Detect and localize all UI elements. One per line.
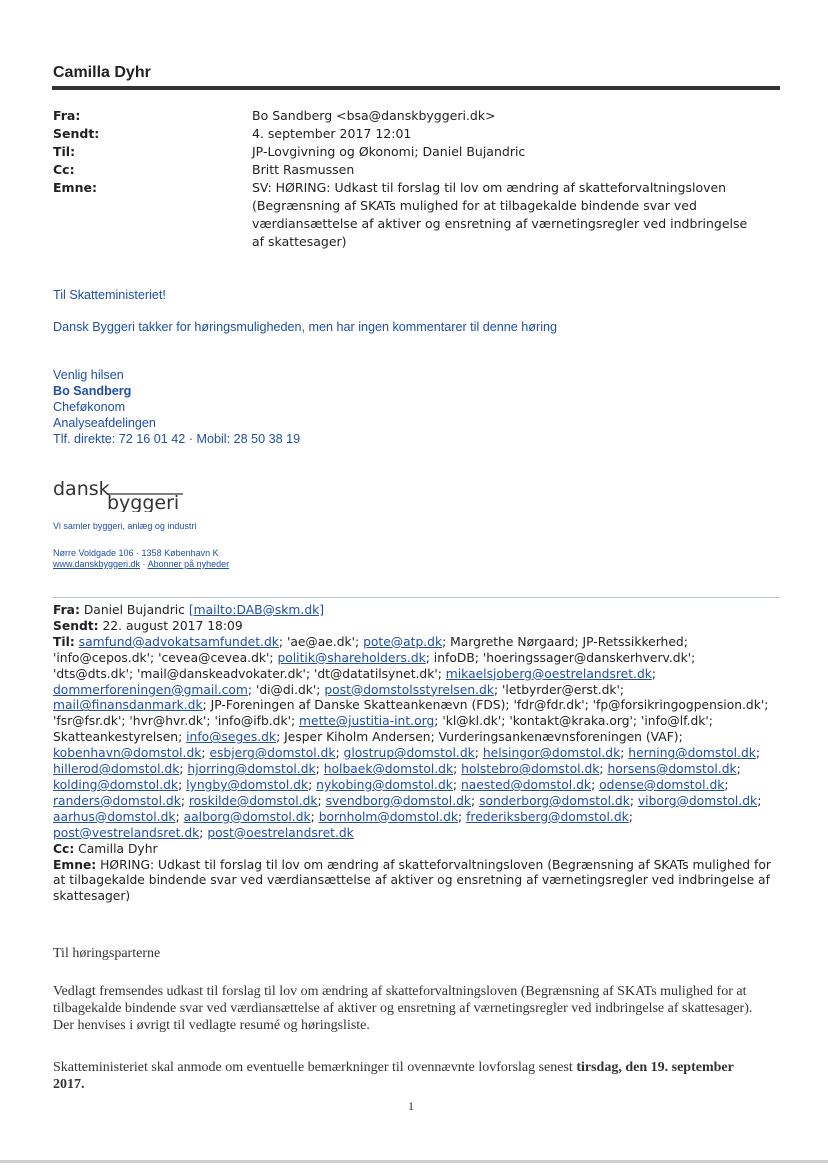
- signature-title: Cheføkonom: [53, 400, 126, 414]
- company-address: Nørre Voldgade 106 · 1358 København K: [53, 548, 219, 558]
- recipient-email-link[interactable]: post@vestrelandsret.dk: [53, 825, 200, 840]
- recipient-email-link[interactable]: randers@domstol.dk: [53, 793, 181, 808]
- recipient-email-link[interactable]: hjorring@domstol.dk: [187, 762, 316, 777]
- recipient-email-link[interactable]: frederiksberg@domstol.dk: [466, 809, 629, 824]
- letter-deadline-text: Skatteministeriet skal anmode om eventuelle bemærkninger til ovennævnte lovforslag senest: [53, 1060, 577, 1075]
- header-sent-value: 4. september 2017 12:01: [252, 126, 412, 141]
- recipient-text: ;: [310, 809, 319, 824]
- quoted-from-label: Fra:: [53, 603, 80, 617]
- header-to-label: Til:: [53, 144, 76, 159]
- signature-block: [53, 367, 300, 447]
- email-header: [53, 107, 773, 251]
- dansk-byggeri-logo: [53, 478, 193, 517]
- header-from-label: Fra:: [53, 108, 81, 123]
- recipient-email-link[interactable]: svendborg@domstol.dk: [325, 793, 472, 808]
- recipient-email-link[interactable]: glostrup@domstol.dk: [343, 746, 475, 761]
- recipient-email-link[interactable]: horsens@domstol.dk: [607, 762, 737, 777]
- header-from-value: Bo Sandberg <bsa@danskbyggeri.dk>: [252, 108, 496, 123]
- logo-word-bottom: byggeri: [107, 492, 180, 512]
- recipient-text: ;: [453, 762, 462, 777]
- recipient-text: ; 'ae@ae.dk';: [278, 634, 364, 649]
- reply-greeting: Til Skatteministeriet!: [53, 288, 166, 302]
- recipient-text: ;: [178, 777, 187, 792]
- header-from-row: [53, 107, 773, 125]
- signature-department: Analyseafdelingen: [53, 416, 156, 430]
- page-number: 1: [408, 1099, 414, 1113]
- recipient-text: ;: [452, 777, 461, 792]
- recipient-text: ; infoDB; 'hoeringssager@danskerhverv.dk'; 'dts@dts.dk'; 'mail@danskeadvokater.dk'; 'dt@datatilsynet.dk';: [53, 650, 696, 681]
- recipient-email-link[interactable]: helsingor@domstol.dk: [482, 746, 621, 761]
- recipient-email-link[interactable]: dommerforeningen@gmail.com: [53, 682, 248, 697]
- subscribe-link[interactable]: Abonner på nyheder: [147, 559, 230, 569]
- quoted-sent-label: Sendt:: [53, 618, 99, 633]
- recipient-text: ;: [591, 777, 600, 792]
- header-subject-label: Emne:: [53, 180, 97, 195]
- header-subject-row: [53, 179, 773, 251]
- mailbox-owner-name: Camilla Dyhr: [53, 64, 151, 81]
- quoted-message-divider: [52, 597, 780, 598]
- quoted-sent-value: 22. august 2017 18:09: [102, 618, 243, 633]
- header-divider: [52, 86, 780, 90]
- header-cc-row: [53, 161, 773, 179]
- quoted-from-mailto-link[interactable]: [mailto:DAB@skm.dk]: [188, 603, 325, 617]
- signature-phone: Tlf. direkte: 72 16 01 42 · Mobil: 28 50 38 19: [53, 432, 301, 446]
- recipient-email-link[interactable]: viborg@domstol.dk: [637, 793, 758, 808]
- recipient-text: ;: [629, 793, 638, 808]
- recipient-text: ; JP-Foreningen af Danske Skatteankenævn (FDS); 'fdr@fdr.dk'; 'fp@forsikringogpension.dk'; 'fsr@fsr.dk'; 'hvr@hvr.dk'; 'info@ifb.dk';: [53, 698, 769, 729]
- recipient-email-link[interactable]: info@seges.dk: [186, 730, 277, 745]
- recipient-text: ; 'di@di.dk';: [247, 682, 325, 697]
- header-cc-label: Cc:: [53, 162, 75, 177]
- header-to-value: JP-Lovgivning og Økonomi; Daniel Bujandric: [252, 144, 526, 159]
- signature-closing: Venlig hilsen: [53, 368, 124, 382]
- quoted-subject-line: [53, 858, 777, 906]
- company-address-block: [53, 548, 229, 570]
- header-sent-label: Sendt:: [53, 126, 100, 141]
- header-subject-value: SV: HØRING: Udkast til forslag til lov om ændring af skatteforvaltningsloven (Begrænsning af SKATs mulighed for at tilbagekalde bindende svar ved værdiansættelse af aktiver og ensretning af værnetingsregler ved indbringelse af skattesager): [252, 180, 748, 249]
- quoted-cc-value: Camilla Dyhr: [78, 841, 158, 856]
- recipient-text: ; Jesper Kiholm Andersen; Vurderingsankenævnsforeningen (VAF);: [276, 730, 683, 745]
- header-sent-row: [53, 125, 773, 143]
- recipient-email-link[interactable]: mikaelsjoberg@oestrelandsret.dk: [445, 666, 652, 681]
- recipient-text: ;: [315, 762, 324, 777]
- recipient-text: ;: [175, 809, 184, 824]
- recipient-email-link[interactable]: naested@domstol.dk: [460, 777, 592, 792]
- recipient-text: ;: [317, 793, 326, 808]
- recipient-email-link[interactable]: politik@shareholders.dk: [277, 650, 426, 665]
- recipient-email-link[interactable]: aalborg@domstol.dk: [183, 809, 311, 824]
- quoted-subject-label: Emne:: [53, 857, 97, 872]
- recipient-text: ;: [755, 746, 761, 761]
- recipient-text: ;: [199, 825, 208, 840]
- recipient-email-link[interactable]: kobenhavn@domstol.dk: [53, 746, 202, 761]
- recipient-text: ;: [180, 793, 189, 808]
- reply-body: Dansk Byggeri takker for høringsmuligheden, men har ingen kommentarer til denne høring: [53, 320, 557, 334]
- recipient-email-link[interactable]: herning@domstol.dk: [628, 746, 756, 761]
- quoted-sent-line: [53, 619, 777, 635]
- scan-bottom-edge: [0, 1160, 828, 1163]
- quoted-cc-line: [53, 842, 777, 858]
- recipient-email-link[interactable]: mail@finansdanmark.dk: [53, 698, 203, 713]
- recipient-text: ;: [474, 746, 483, 761]
- recipient-text: ;: [620, 746, 629, 761]
- letter-deadline-date: tirsdag, den 19. september 2017.: [53, 1060, 734, 1092]
- recipient-text: ;: [599, 762, 608, 777]
- header-cc-value: Britt Rasmussen: [252, 162, 355, 177]
- recipient-email-link[interactable]: sonderborg@domstol.dk: [479, 793, 630, 808]
- company-tagline: Vi samler byggeri, anlæg og industri: [53, 521, 197, 531]
- recipient-email-link[interactable]: lyngby@domstol.dk: [186, 777, 309, 792]
- signature-name: Bo Sandberg: [53, 384, 132, 398]
- recipient-text: ;: [736, 762, 741, 777]
- quoted-to-label: Til:: [53, 634, 75, 649]
- recipient-text: ;: [628, 809, 633, 824]
- recipient-text: ;: [651, 666, 657, 681]
- logo-word-top: dansk: [53, 478, 110, 500]
- recipient-email-link[interactable]: holstebro@domstol.dk: [461, 762, 600, 777]
- recipient-email-link[interactable]: aarhus@domstol.dk: [53, 809, 176, 824]
- quoted-cc-label: Cc:: [53, 841, 75, 856]
- recipient-text: ;: [201, 746, 210, 761]
- recipient-text: ;: [335, 746, 344, 761]
- recipient-text: ;: [458, 809, 467, 824]
- recipient-list: [53, 635, 768, 840]
- recipient-email-link[interactable]: holbaek@domstol.dk: [323, 762, 454, 777]
- recipient-email-link[interactable]: kolding@domstol.dk: [53, 777, 179, 792]
- recipient-text: ; Margrethe Nørgaard; JP-Retssikkerhed; 'info@cepos.dk'; 'cevea@cevea.dk';: [53, 634, 688, 665]
- letter-salutation: Til høringsparterne: [53, 946, 161, 961]
- recipient-email-link[interactable]: post@domstolsstyrelsen.dk: [324, 682, 494, 697]
- recipient-email-link[interactable]: odense@domstol.dk: [599, 777, 725, 792]
- recipient-email-link[interactable]: pote@atp.dk: [363, 634, 443, 649]
- company-website-link[interactable]: www.danskbyggeri.dk: [53, 559, 141, 569]
- recipient-text: ; 'letbyrder@erst.dk';: [493, 682, 625, 697]
- recipient-email-link[interactable]: bornholm@domstol.dk: [318, 809, 459, 824]
- recipient-email-link[interactable]: mette@justitia-int.org: [299, 714, 435, 729]
- recipient-email-link[interactable]: nykobing@domstol.dk: [316, 777, 453, 792]
- recipient-email-link[interactable]: roskilde@domstol.dk: [188, 793, 318, 808]
- recipient-text: ;: [179, 762, 188, 777]
- address-separator: ·: [140, 559, 148, 569]
- recipient-text: ;: [471, 793, 480, 808]
- recipient-text: ;: [757, 793, 762, 808]
- recipient-text: ;: [724, 777, 729, 792]
- recipient-text: ;: [308, 777, 317, 792]
- recipient-text: ; 'kl@kl.dk'; 'kontakt@kraka.org'; 'info@lf.dk'; Skatteankestyrelsen;: [53, 714, 713, 745]
- quoted-to-line: [53, 635, 777, 842]
- quoted-from-name: Daniel Bujandric: [83, 603, 185, 617]
- header-to-row: [53, 143, 773, 161]
- quoted-subject-value: HØRING: Udkast til forslag til lov om ændring af skatteforvaltningsloven (Begrænsning af SKATs mulighed for at tilbagekalde bindende svar ved værdiansættelse af aktiver og ensretning af værnetingsregler ved indbringelse af skattesager): [53, 857, 771, 904]
- recipient-email-link[interactable]: samfund@advokatsamfundet.dk: [78, 634, 279, 649]
- letter-paragraph-1: Vedlagt fremsendes udkast til forslag til lov om ændring af skatteforvaltningsloven (Begrænsning af SKATs mulighed for at tilbagekalde bindende svar ved værdiansættelse af aktiver og ensretning af værnetingsregler ved indbringelse af skattesager). Der henvises i øvrigt til vedlagte resumé og høringsliste.: [53, 984, 753, 1033]
- recipient-email-link[interactable]: esbjerg@domstol.dk: [209, 746, 336, 761]
- quoted-from-line: [53, 603, 777, 619]
- recipient-email-link[interactable]: hillerod@domstol.dk: [53, 762, 180, 777]
- quoted-message-header: [53, 603, 777, 905]
- recipient-email-link[interactable]: post@oestrelandsret.dk: [207, 825, 354, 840]
- letter-paragraph-2: [53, 1059, 768, 1093]
